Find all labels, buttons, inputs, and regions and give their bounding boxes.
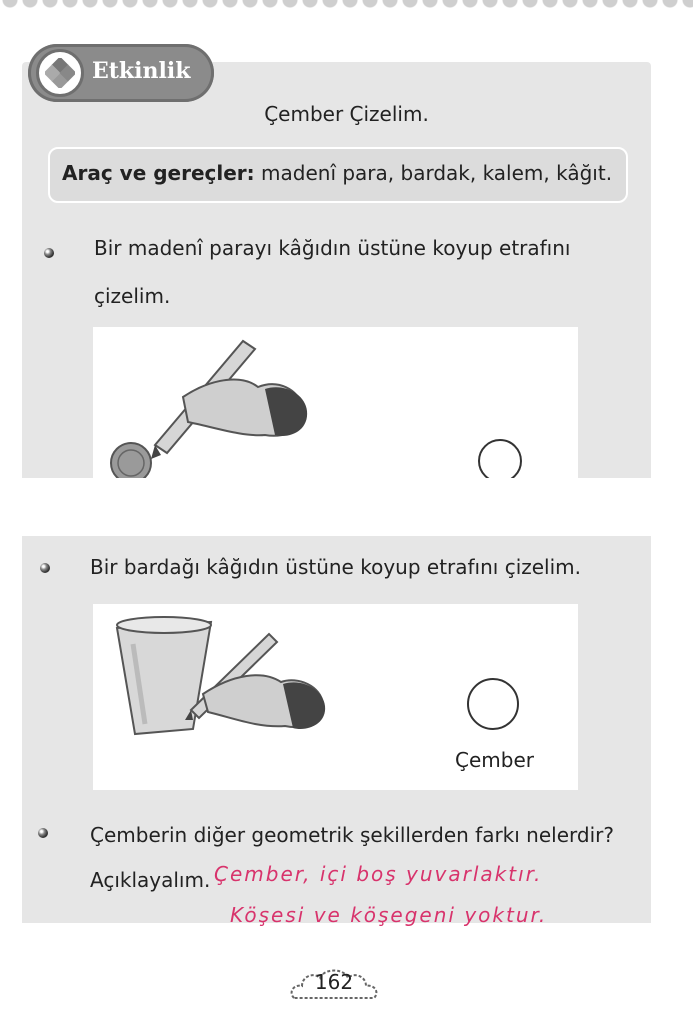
shape-label: Çember xyxy=(455,748,534,772)
coin-drawing-illustration xyxy=(93,327,578,478)
drawing-area-coin xyxy=(93,327,578,478)
bullet-icon xyxy=(40,563,50,573)
question-line2: Açıklayalım. xyxy=(90,868,211,892)
top-scallop-border xyxy=(0,0,693,10)
page-number-badge xyxy=(288,962,380,1002)
tools-label: Araç ve gereçler: xyxy=(62,161,255,185)
step2-text: Bir bardağı kâğıdın üstüne koyup etrafını çizelim. xyxy=(90,555,582,579)
step1-line1: Bir madenî parayı kâğıdın üstüne koyup etrafını xyxy=(94,236,571,260)
drawing-area-cup xyxy=(93,604,578,790)
step1-line2: çizelim. xyxy=(94,284,171,308)
tools-text xyxy=(62,161,612,185)
handwritten-answer-line2: Köşesi ve köşegeni yoktur. xyxy=(230,903,548,927)
activity-logo-icon xyxy=(36,49,84,97)
bullet-icon xyxy=(38,828,48,838)
page-number: 162 xyxy=(314,970,354,994)
tools-items: madenî para, bardak, kalem, kâğıt. xyxy=(261,161,613,185)
page-title: Çember Çizelim. xyxy=(264,102,429,126)
handwritten-answer-line1: Çember, içi boş yuvarlaktır. xyxy=(214,862,543,886)
badge-label: Etkinlik xyxy=(92,58,191,84)
question-line1: Çemberin diğer geometrik şekillerden farkı nelerdir? xyxy=(90,823,614,847)
bullet-icon xyxy=(44,248,54,258)
